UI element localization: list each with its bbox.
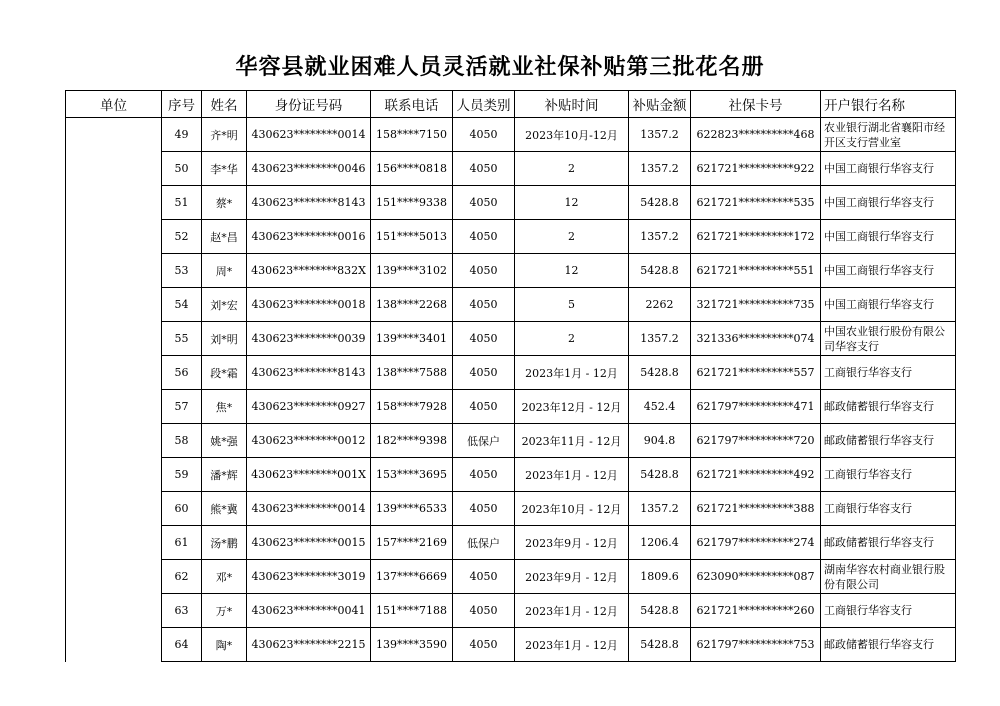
table-row xyxy=(66,356,956,390)
cell-seq: 51 xyxy=(162,186,202,220)
cell-period: 2023年9月 - 12月 xyxy=(515,560,629,594)
header-amount: 补贴金额 xyxy=(629,91,691,118)
table-row xyxy=(66,254,956,288)
cell-name: 潘*辉 xyxy=(202,458,247,492)
cell-bank: 中国农业银行股份有限公司华容支行 xyxy=(821,322,956,356)
cell-unit xyxy=(66,118,162,662)
cell-category: 4050 xyxy=(453,288,515,322)
cell-name: 焦* xyxy=(202,390,247,424)
cell-category: 4050 xyxy=(453,492,515,526)
cell-phone: 182****9398 xyxy=(371,424,453,458)
cell-seq: 58 xyxy=(162,424,202,458)
cell-category: 4050 xyxy=(453,152,515,186)
cell-category: 4050 xyxy=(453,594,515,628)
cell-seq: 57 xyxy=(162,390,202,424)
cell-seq: 49 xyxy=(162,118,202,152)
cell-category: 4050 xyxy=(453,628,515,662)
cell-phone: 137****6669 xyxy=(371,560,453,594)
cell-id: 430623********0016 xyxy=(247,220,371,254)
cell-card: 621797**********753 xyxy=(691,628,821,662)
header-bank: 开户银行名称 xyxy=(821,91,956,118)
cell-period: 2023年1月 - 12月 xyxy=(515,458,629,492)
cell-period: 2023年1月 - 12月 xyxy=(515,594,629,628)
cell-period: 12 xyxy=(515,254,629,288)
cell-category: 4050 xyxy=(453,390,515,424)
cell-amount: 1357.2 xyxy=(629,322,691,356)
cell-amount: 1357.2 xyxy=(629,220,691,254)
cell-phone: 138****2268 xyxy=(371,288,453,322)
cell-card: 623090**********087 xyxy=(691,560,821,594)
cell-amount: 5428.8 xyxy=(629,186,691,220)
cell-category: 低保户 xyxy=(453,526,515,560)
table-row xyxy=(66,458,956,492)
cell-name: 赵*昌 xyxy=(202,220,247,254)
cell-amount: 5428.8 xyxy=(629,356,691,390)
cell-id: 430623********0012 xyxy=(247,424,371,458)
cell-phone: 158****7150 xyxy=(371,118,453,152)
cell-bank: 中国工商银行华容支行 xyxy=(821,220,956,254)
cell-category: 4050 xyxy=(453,254,515,288)
cell-name: 刘*明 xyxy=(202,322,247,356)
cell-id: 430623********001X xyxy=(247,458,371,492)
table-row xyxy=(66,492,956,526)
header-phone: 联系电话 xyxy=(371,91,453,118)
header-category: 人员类别 xyxy=(453,91,515,118)
cell-name: 邓* xyxy=(202,560,247,594)
cell-bank: 邮政储蓄银行华容支行 xyxy=(821,390,956,424)
cell-amount: 904.8 xyxy=(629,424,691,458)
cell-period: 2 xyxy=(515,322,629,356)
cell-id: 430623********0014 xyxy=(247,118,371,152)
cell-card: 321336**********074 xyxy=(691,322,821,356)
cell-phone: 157****2169 xyxy=(371,526,453,560)
cell-category: 4050 xyxy=(453,458,515,492)
cell-category: 4050 xyxy=(453,186,515,220)
cell-seq: 54 xyxy=(162,288,202,322)
table-row xyxy=(66,594,956,628)
cell-card: 621721**********557 xyxy=(691,356,821,390)
cell-period: 5 xyxy=(515,288,629,322)
cell-id: 430623********8143 xyxy=(247,356,371,390)
cell-card: 621721**********535 xyxy=(691,186,821,220)
cell-bank: 农业银行湖北省襄阳市经开区支行营业室 xyxy=(821,118,956,152)
cell-phone: 139****3401 xyxy=(371,322,453,356)
cell-name: 段*霜 xyxy=(202,356,247,390)
table-row xyxy=(66,118,956,152)
table-row xyxy=(66,390,956,424)
cell-category: 低保户 xyxy=(453,424,515,458)
cell-bank: 湖南华容农村商业银行股份有限公司 xyxy=(821,560,956,594)
cell-seq: 64 xyxy=(162,628,202,662)
cell-period: 12 xyxy=(515,186,629,220)
cell-seq: 63 xyxy=(162,594,202,628)
cell-id: 430623********0014 xyxy=(247,492,371,526)
cell-category: 4050 xyxy=(453,322,515,356)
cell-seq: 50 xyxy=(162,152,202,186)
cell-seq: 52 xyxy=(162,220,202,254)
cell-bank: 工商银行华容支行 xyxy=(821,492,956,526)
cell-id: 430623********0046 xyxy=(247,152,371,186)
cell-id: 430623********8143 xyxy=(247,186,371,220)
cell-name: 万* xyxy=(202,594,247,628)
cell-seq: 62 xyxy=(162,560,202,594)
cell-phone: 151****9338 xyxy=(371,186,453,220)
cell-name: 汤*鹏 xyxy=(202,526,247,560)
header-id: 身份证号码 xyxy=(247,91,371,118)
cell-amount: 2262 xyxy=(629,288,691,322)
cell-category: 4050 xyxy=(453,118,515,152)
table-row xyxy=(66,424,956,458)
cell-name: 姚*强 xyxy=(202,424,247,458)
cell-amount: 5428.8 xyxy=(629,594,691,628)
table-body xyxy=(66,118,956,662)
cell-phone: 139****3102 xyxy=(371,254,453,288)
table-row xyxy=(66,220,956,254)
cell-amount: 5428.8 xyxy=(629,458,691,492)
cell-amount: 5428.8 xyxy=(629,254,691,288)
cell-amount: 5428.8 xyxy=(629,628,691,662)
table-row xyxy=(66,526,956,560)
cell-phone: 156****0818 xyxy=(371,152,453,186)
cell-amount: 1809.6 xyxy=(629,560,691,594)
cell-phone: 139****3590 xyxy=(371,628,453,662)
cell-category: 4050 xyxy=(453,356,515,390)
cell-card: 621797**********274 xyxy=(691,526,821,560)
cell-category: 4050 xyxy=(453,220,515,254)
cell-period: 2 xyxy=(515,152,629,186)
cell-phone: 153****3695 xyxy=(371,458,453,492)
header-unit: 单位 xyxy=(66,91,162,118)
cell-bank: 工商银行华容支行 xyxy=(821,594,956,628)
cell-seq: 55 xyxy=(162,322,202,356)
cell-period: 2023年12月 - 12月 xyxy=(515,390,629,424)
cell-period: 2023年9月 - 12月 xyxy=(515,526,629,560)
cell-id: 430623********832X xyxy=(247,254,371,288)
cell-amount: 1357.2 xyxy=(629,152,691,186)
cell-id: 430623********0041 xyxy=(247,594,371,628)
cell-id: 430623********2215 xyxy=(247,628,371,662)
cell-category: 4050 xyxy=(453,560,515,594)
header-name: 姓名 xyxy=(202,91,247,118)
cell-name: 蔡* xyxy=(202,186,247,220)
cell-name: 周* xyxy=(202,254,247,288)
cell-id: 430623********0015 xyxy=(247,526,371,560)
header-card: 社保卡号 xyxy=(691,91,821,118)
cell-card: 621721**********172 xyxy=(691,220,821,254)
cell-id: 430623********0018 xyxy=(247,288,371,322)
cell-name: 熊*冀 xyxy=(202,492,247,526)
cell-phone: 151****7188 xyxy=(371,594,453,628)
cell-card: 321721**********735 xyxy=(691,288,821,322)
cell-phone: 151****5013 xyxy=(371,220,453,254)
cell-id: 430623********3019 xyxy=(247,560,371,594)
cell-phone: 138****7588 xyxy=(371,356,453,390)
cell-period: 2023年10月-12月 xyxy=(515,118,629,152)
cell-period: 2023年11月 - 12月 xyxy=(515,424,629,458)
table-row xyxy=(66,628,956,662)
cell-name: 李*华 xyxy=(202,152,247,186)
cell-bank: 中国工商银行华容支行 xyxy=(821,288,956,322)
cell-amount: 1206.4 xyxy=(629,526,691,560)
cell-amount: 452.4 xyxy=(629,390,691,424)
document-title: 华容县就业困难人员灵活就业社保补贴第三批花名册 xyxy=(235,54,765,80)
cell-seq: 56 xyxy=(162,356,202,390)
cell-bank: 中国工商银行华容支行 xyxy=(821,186,956,220)
header-row xyxy=(66,91,956,118)
cell-period: 2023年1月 - 12月 xyxy=(515,356,629,390)
cell-amount: 1357.2 xyxy=(629,492,691,526)
cell-period: 2023年10月 - 12月 xyxy=(515,492,629,526)
cell-card: 621721**********260 xyxy=(691,594,821,628)
cell-name: 陶* xyxy=(202,628,247,662)
table-row xyxy=(66,288,956,322)
table-row xyxy=(66,322,956,356)
cell-card: 621721**********551 xyxy=(691,254,821,288)
cell-period: 2 xyxy=(515,220,629,254)
cell-card: 621797**********720 xyxy=(691,424,821,458)
cell-bank: 中国工商银行华容支行 xyxy=(821,254,956,288)
cell-bank: 邮政储蓄银行华容支行 xyxy=(821,424,956,458)
cell-phone: 158****7928 xyxy=(371,390,453,424)
cell-seq: 53 xyxy=(162,254,202,288)
cell-card: 621721**********388 xyxy=(691,492,821,526)
cell-bank: 工商银行华容支行 xyxy=(821,458,956,492)
cell-amount: 1357.2 xyxy=(629,118,691,152)
cell-id: 430623********0039 xyxy=(247,322,371,356)
table-row xyxy=(66,560,956,594)
cell-period: 2023年1月 - 12月 xyxy=(515,628,629,662)
cell-id: 430623********0927 xyxy=(247,390,371,424)
cell-seq: 60 xyxy=(162,492,202,526)
cell-seq: 61 xyxy=(162,526,202,560)
cell-name: 刘*宏 xyxy=(202,288,247,322)
roster-table xyxy=(65,90,956,662)
cell-bank: 邮政储蓄银行华容支行 xyxy=(821,628,956,662)
header-seq: 序号 xyxy=(162,91,202,118)
table-row xyxy=(66,152,956,186)
header-period: 补贴时间 xyxy=(515,91,629,118)
cell-bank: 中国工商银行华容支行 xyxy=(821,152,956,186)
cell-card: 621721**********492 xyxy=(691,458,821,492)
cell-bank: 邮政储蓄银行华容支行 xyxy=(821,526,956,560)
cell-seq: 59 xyxy=(162,458,202,492)
cell-card: 621721**********922 xyxy=(691,152,821,186)
table-row xyxy=(66,186,956,220)
cell-phone: 139****6533 xyxy=(371,492,453,526)
cell-card: 621797**********471 xyxy=(691,390,821,424)
cell-name: 齐*明 xyxy=(202,118,247,152)
cell-bank: 工商银行华容支行 xyxy=(821,356,956,390)
cell-card: 622823**********468 xyxy=(691,118,821,152)
